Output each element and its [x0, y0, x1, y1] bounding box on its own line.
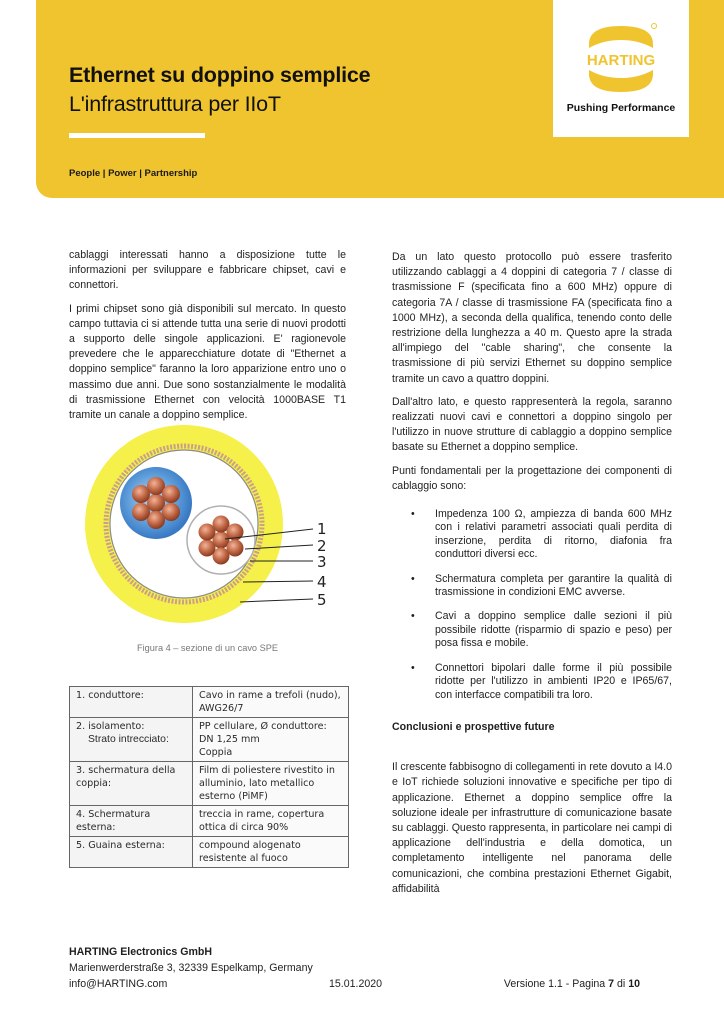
paragraph: Da un lato questo protocollo può essere trasferito utilizzando cablaggi a 4 doppini di categoria 7 / classe di trasmissione F (specificata fino a 600 MHz) oppure di categoria 7A / classe di trasmissione FA (specificata fino a 1000 MHz), a seconda della qualifica, tenendo conto delle restrizione della lunghezza a 40 m. Questo apre la strada all'impiego del "cable sharing", che consente la trasmissione di più servizi Ethernet su doppino semplice tramite un cavo a quattro doppini.	[392, 251, 672, 385]
logo-slogan: Pushing Performance	[566, 102, 676, 114]
section-heading: Conclusioni e prospettive future	[392, 720, 555, 733]
table-value-subtext: Coppia	[199, 747, 233, 758]
footer	[69, 944, 669, 992]
svg-text:HARTING: HARTING	[586, 52, 656, 69]
table-cell-value: compound alogenato resistente al fuoco	[193, 837, 349, 868]
document-subtitle: L'infrastruttura per IIoT	[69, 92, 281, 116]
figure-label-5: 5	[317, 591, 327, 609]
table-cell-value: treccia in rame, copertura ottica di circa 90%	[193, 806, 349, 837]
page-total: 10	[628, 978, 640, 990]
harting-logo	[553, 0, 689, 137]
table-key-subtext: Strato intrecciato:	[88, 734, 169, 745]
table-row	[70, 837, 349, 868]
table-cell-key: 3. schermatura della coppia:	[70, 762, 193, 806]
list-item-text: Cavi a doppino semplice dalle sezioni il più possibile ridotte (risparmio di spazio e peso) per posa fissa e mobile.	[435, 610, 672, 650]
footer-email-link[interactable]: info@HARTING.com	[69, 978, 168, 990]
list-item	[392, 573, 672, 600]
title-underline	[69, 133, 205, 138]
list-item	[392, 610, 672, 650]
footer-date: 15.01.2020	[329, 978, 383, 990]
version-text: Versione 1.1 - Pagina	[503, 978, 609, 990]
list-item	[392, 508, 672, 562]
figure-label-3: 3	[317, 553, 327, 571]
table-row	[70, 762, 349, 806]
table-cell-value: Film di poliestere rivestito in alluminio, lato metallico esterno (PiMF)	[193, 762, 349, 806]
spec-table	[69, 686, 349, 868]
list-item-text: Impedenza 100 Ω, ampiezza di banda 600 MHz con i relativi parametri associati quali perdita di inserzione, perdita di ritorno, diafonia fra conduttori diversi ecc.	[435, 508, 672, 561]
paragraph: Dall'altro lato, e questo rappresenterà la regola, saranno realizzati nuovi cavi e connettori a doppino singolo per l'utilizzo in nuove strutture di cablaggio a doppino semplice basate su Ethernet a doppino semplice.	[392, 395, 672, 454]
table-cell-key: 5. Guaina esterna:	[70, 837, 193, 868]
table-cell-key	[70, 718, 193, 762]
cable-cross-section-icon	[85, 424, 345, 624]
table-row	[70, 687, 349, 718]
document-title: Ethernet su doppino semplice	[69, 63, 371, 87]
design-points-list	[392, 508, 672, 702]
figure-label-1: 1	[317, 520, 327, 538]
table-row	[70, 806, 349, 837]
paragraph: cablaggi interessati hanno a disposizione tutte le informazioni per sviluppare e fabbricare chipset, cavi e connettori.	[69, 249, 346, 292]
bullet-icon: •	[411, 610, 415, 623]
list-item-text: Connettori bipolari dalle forme il più possibile ridotte per l'utilizzo in ambienti IP20 e IP65/67, con interfacce compatibili tra loro.	[435, 661, 672, 701]
right-column	[392, 250, 672, 905]
table-cell-value: Cavo in rame a trefoli (nudo), AWG26/7	[193, 687, 349, 718]
paragraph: I primi chipset sono già disponibili sul mercato. In questo campo tuttavia ci si attende tutta una serie di nuovi prodotti a supporto delle singole applicazioni. E' ragionevole prevedere che le apparecchiature dotate di "Ethernet a doppino semplice" faranno la loro apparizione entro uno o massimo due anni. Due sono sostanzialmente le modalità di trasmissione Ethernet con velocità 1000BASE T1 tramite un canale a doppino semplice.	[69, 302, 346, 422]
bullet-icon: •	[411, 661, 415, 674]
page-separator: di	[614, 978, 629, 990]
footer-address: Marienwerderstraße 3, 32339 Espelkamp, Germany	[69, 962, 313, 974]
table-key-text: 2. isolamento:	[76, 721, 145, 732]
bullet-icon: •	[411, 508, 415, 521]
footer-page-info	[504, 976, 640, 992]
list-item-text: Schermatura completa per garantire la qualità di trasmissione in condizioni EMC avverse.	[435, 572, 672, 599]
table-cell-key: 1. conduttore:	[70, 687, 193, 718]
page-current: 7	[608, 978, 615, 990]
table-value-text: PP cellulare, Ø conduttore: DN 1,25 mm	[199, 721, 327, 745]
figure-label-4: 4	[317, 573, 327, 591]
figure-label-2: 2	[317, 537, 327, 555]
tagline: People | Power | Partnership	[69, 168, 198, 179]
figure-caption: Figura 4 – sezione di un cavo SPE	[137, 643, 278, 653]
table-row	[70, 718, 349, 762]
paragraph: Il crescente fabbisogno di collegamenti in rete dovuto a I4.0 e IoT richiede soluzioni innovative e specifiche per tipo di applicazione. Ethernet a doppino semplice offre la soluzione ideale per infrastrutture di comunicazione basate su cablaggi. Questo rappresenta, in particolare nei campi di applicazione dell'industria e della domotica, un completamento intelligente nel panorama delle comunicazioni, che combina prestazioni Ethernet Gigabit, affidabilità	[392, 761, 672, 895]
paragraph: Punti fondamentali per la progettazione dei componenti di cablaggio sono:	[392, 464, 672, 492]
bullet-icon: •	[411, 572, 415, 585]
left-column	[69, 248, 346, 431]
harting-logo-icon	[581, 20, 661, 98]
footer-company: HARTING Electronics GmbH	[69, 946, 213, 958]
cable-cross-section-figure	[85, 424, 345, 624]
list-item	[392, 662, 672, 702]
table-cell-value	[193, 718, 349, 762]
table-cell-key: 4. Schermatura esterna:	[70, 806, 193, 837]
